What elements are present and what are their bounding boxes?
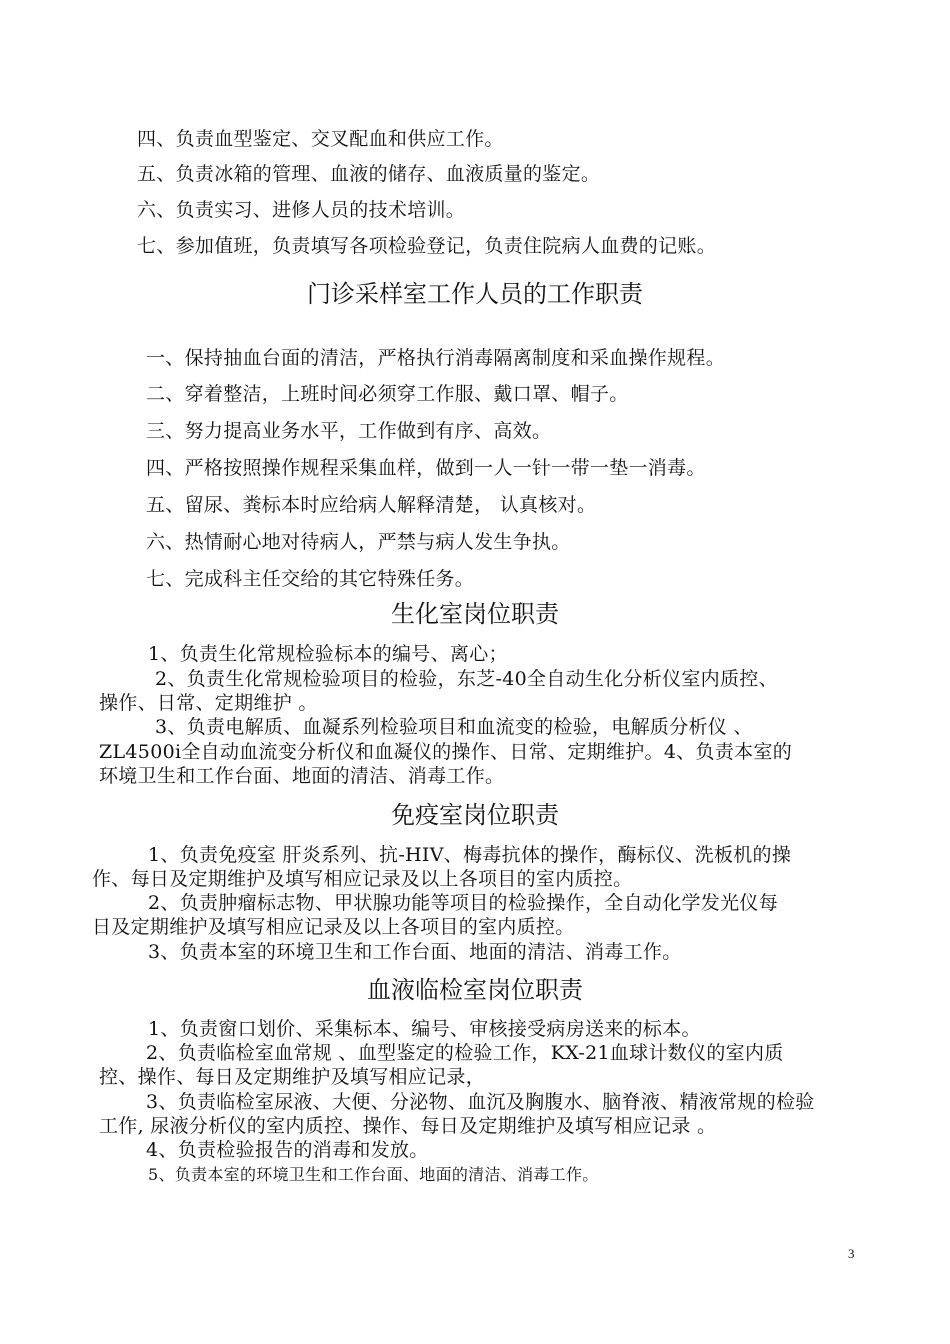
paragraph-line: 3、负责电解质、血凝系列检验项目和血流变的检验，电解质分析仪 、 [155,716,753,738]
paragraph-line: 2、负责临检室血常规 、血型鉴定的检验工作，KX-21血球计数仪的室内质 [146,1042,784,1064]
section-title: 生化室岗位职责 [391,600,559,628]
paragraph-line: 3、负责本室的环境卫生和工作台面、地面的清洁、消毒工作。 [148,941,682,963]
paragraph-line: 日及定期维护及填写相应记录及以上各项目的室内质控。 [92,916,575,938]
list-item: 六、负责实习、进修人员的技术培训。 [137,199,466,221]
list-item: 五、留尿、粪标本时应给病人解释清楚， 认真核对。 [146,494,597,516]
paragraph-line: 操作、日常、定期维护 。 [99,692,318,714]
paragraph-line: 环境卫生和工作台面、地面的清洁、消毒工作。 [99,765,505,787]
list-item: 五、负责冰箱的管理、血液的储存、血液质量的鉴定。 [137,163,601,185]
paragraph-line: ZL4500i全自动血流变分析仪和血凝仪的操作、日常、定期维护。4、负责本室的 [99,741,793,763]
paragraph-line: 控、操作、每日及定期维护及填写相应记录， [99,1066,486,1088]
section-title: 血液临检室岗位职责 [367,976,583,1004]
paragraph-line: 4、负责检验报告的消毒和发放。 [146,1139,429,1161]
list-item: 七、参加值班，负责填写各项检验登记，负责住院病人血费的记账。 [137,235,717,257]
list-item: 七、完成科主任交给的其它特殊任务。 [146,568,475,590]
paragraph-line: 作、每日及定期维护及填写相应记录及以上各项目的室内质控。 [92,868,633,890]
paragraph-line: 1、负责生化常规检验标本的编号、离心； [148,643,508,665]
paragraph-line: 1、负责免疫室 肝炎系列、抗-HIV、梅毒抗体的操作，酶标仪、洗板机的操 [148,844,792,866]
list-item: 一、保持抽血台面的清洁，严格执行消毒隔离制度和采血操作规程。 [146,347,726,369]
list-item: 三、努力提高业务水平，工作做到有序、高效。 [146,420,552,442]
paragraph-line: 2、负责肿瘤标志物、甲状腺功能等项目的检验操作，全自动化学发光仪每 [148,892,778,914]
page-number: 3 [848,1246,855,1261]
list-item: 二、穿着整洁，上班时间必须穿工作服、戴口罩、帽子。 [146,383,629,405]
section-title: 免疫室岗位职责 [391,801,559,829]
section-title: 门诊采样室工作人员的工作职责 [307,280,643,308]
list-item: 四、严格按照操作规程采集血样，做到一人一针一带一垫一消毒。 [146,457,706,479]
paragraph-line: 1、负责窗口划价、采集标本、编号、审核接受病房送来的标本。 [148,1018,701,1040]
paragraph-line: 2、负责生化常规检验项目的检验，东芝-40全自动生化分析仪室内质控、 [155,668,778,690]
list-item: 四、负责血型鉴定、交叉配血和供应工作。 [137,128,504,150]
paragraph-line: 工作, 尿液分析仪的室内质控、操作、每日及定期维护及填写相应记录 。 [99,1115,717,1137]
paragraph-line: 5、负责本室的环境卫生和工作台面、地面的清洁、消毒工作。 [148,1165,599,1184]
paragraph-line: 3、负责临检室尿液、大便、分泌物、血沉及胸腹水、脑脊液、精液常规的检验 [146,1091,815,1113]
list-item: 六、热情耐心地对待病人，严禁与病人发生争执。 [146,531,571,553]
